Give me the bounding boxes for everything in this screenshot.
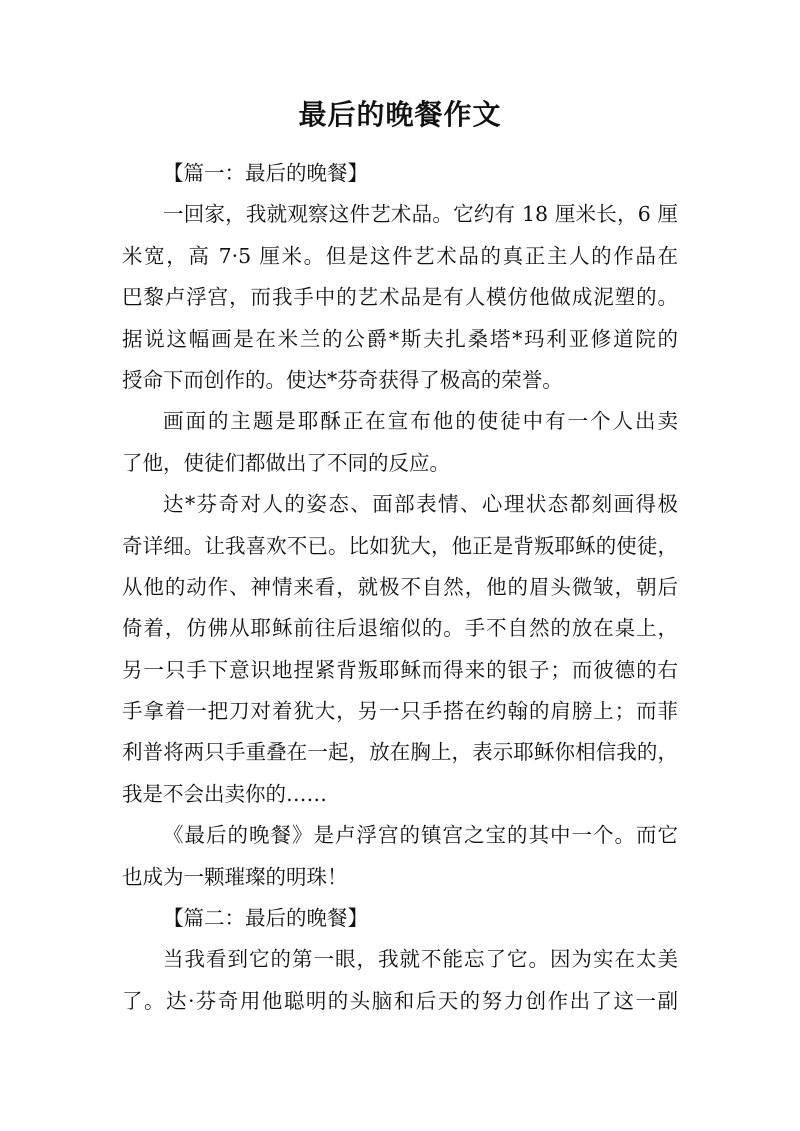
paragraph-line: 了他，使徒们都做出了不同的反应。: [122, 450, 450, 475]
paragraph-line: 一回家，我就观察这件艺术品。它约有 18 厘米长，6 厘: [163, 202, 678, 227]
paragraph-line: 奇详细。让我喜欢不已。比如犹大，他正是背叛耶稣的使徒，: [122, 533, 678, 558]
paragraph-line: 当我看到它的第一眼，我就不能忘了它。因为实在太美: [163, 947, 678, 972]
paragraph-line: 利普将两只手重叠在一起，放在胸上，表示耶稣你相信我的，: [122, 740, 678, 765]
section-heading-2: 【篇二：最后的晚餐】: [163, 906, 368, 931]
paragraph-line: 手拿着一把刀对着犹大，另一只手搭在约翰的肩膀上；而菲: [122, 699, 678, 724]
section-heading-1: 【篇一：最后的晚餐】: [163, 161, 368, 185]
paragraph-line: 据说这幅画是在米兰的公爵*斯夫扎桑塔*玛利亚修道院的: [122, 326, 678, 351]
paragraph-line: 授命下而创作的。使达*芬奇获得了极高的荣誉。: [122, 367, 563, 392]
document-title: 最后的晚餐作文: [298, 98, 502, 131]
paragraph-line: 我是不会出卖你的……: [122, 781, 327, 806]
paragraph-line: 达*芬奇对人的姿态、面部表情、心理状态都刻画得极: [163, 492, 678, 517]
paragraph-line: 了。达·芬奇用他聪明的头脑和后天的努力创作出了这一副: [122, 988, 678, 1013]
paragraph-line: 从他的动作、神情来看，就极不自然，他的眉头微皱，朝后: [122, 574, 678, 599]
paragraph-line: 倚着，仿佛从耶稣前往后退缩似的。手不自然的放在桌上，: [122, 616, 678, 641]
paragraph-line: 米宽，高 7·5 厘米。但是这件艺术品的真正主人的作品在: [122, 243, 678, 268]
paragraph-line: 《最后的晚餐》是卢浮宫的镇宫之宝的其中一个。而它: [163, 823, 678, 848]
document-body: [122, 153, 678, 1022]
paragraph-line: 巴黎卢浮宫，而我手中的艺术品是有人模仿他做成泥塑的。: [122, 285, 678, 310]
paragraph-line: 画面的主题是耶酥正在宣布他的使徒中有一个人出卖: [163, 409, 678, 434]
paragraph-line: 另一只手下意识地捏紧背叛耶稣而得来的银子；而彼德的右: [122, 657, 678, 682]
paragraph-line: 也成为一颗璀璨的明珠！: [122, 864, 348, 889]
